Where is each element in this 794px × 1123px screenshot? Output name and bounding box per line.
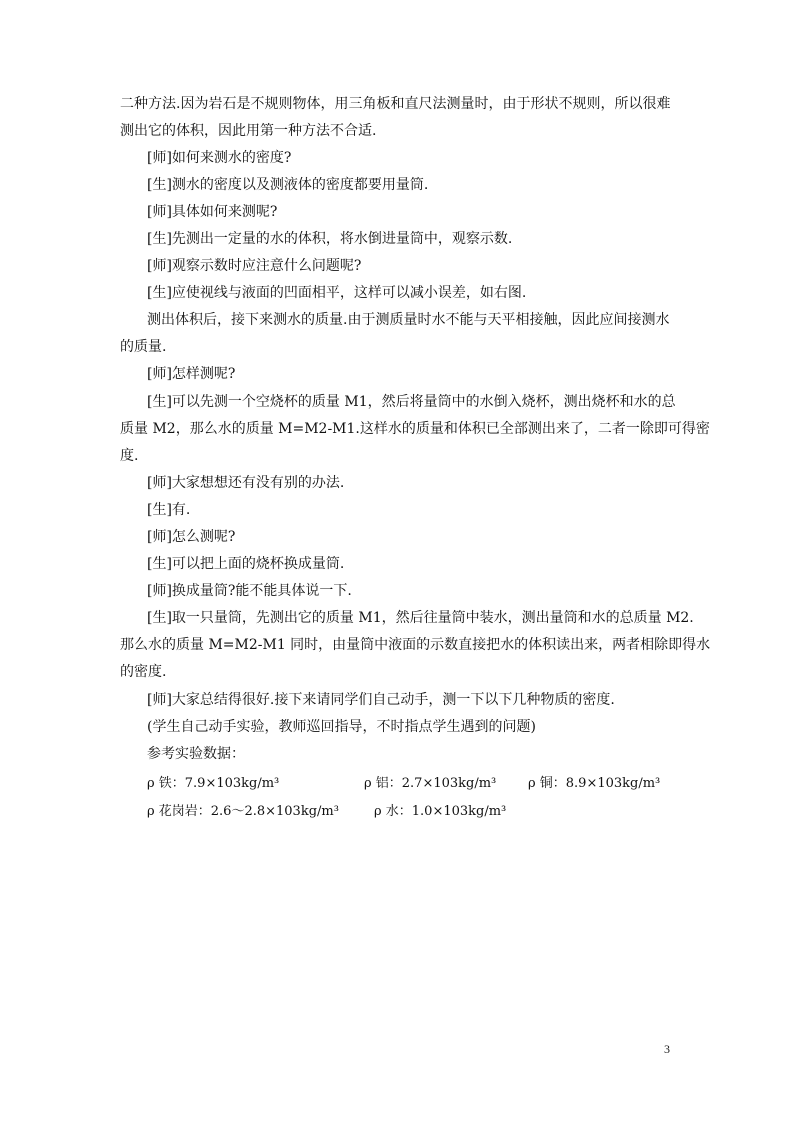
student-line: [生]测水的密度以及测液体的密度都要用量筒. bbox=[147, 177, 429, 193]
paragraph-line: 质量 M2，那么水的质量 M=M2-M1.这样水的质量和体积已全部测出来了，二者一除即可得密 bbox=[120, 421, 710, 437]
student-line: [生]取一只量筒，先测出它的质量 M1，然后往量筒中装水，测出量筒和水的总质量 M2. bbox=[147, 610, 694, 626]
density-copper: ρ 铜：8.9×103kg/m³ bbox=[528, 776, 661, 791]
paragraph-line: 测出它的体积，因此用第一种方法不合适. bbox=[120, 123, 377, 139]
paragraph-line: 的密度. bbox=[120, 664, 167, 680]
paragraph-line: (学生自己动手实验，教师巡回指导，不时指点学生遇到的问题) bbox=[147, 719, 536, 735]
teacher-line: [师]怎么测呢? bbox=[147, 529, 236, 545]
teacher-line: [师]大家总结得很好.接下来请同学们自己动手，测一下以下几种物质的密度. bbox=[147, 692, 615, 708]
paragraph-line: 度. bbox=[120, 448, 139, 464]
student-line: [生]可以把上面的烧杯换成量筒. bbox=[147, 556, 345, 572]
student-line: [生]有. bbox=[147, 502, 191, 518]
student-line: [生]可以先测一个空烧杯的质量 M1，然后将量筒中的水倒入烧杯，测出烧杯和水的总 bbox=[147, 394, 676, 410]
teacher-line: [师]怎样测呢? bbox=[147, 366, 236, 382]
student-line: [生]应使视线与液面的凹面相平，这样可以减小误差，如右图. bbox=[147, 285, 527, 301]
teacher-line: [师]如何来测水的密度? bbox=[147, 150, 292, 166]
paragraph-line: 的质量. bbox=[120, 339, 167, 355]
density-iron: ρ 铁：7.9×103kg/m³ bbox=[147, 776, 280, 791]
paragraph-line: 测出体积后，接下来测水的质量.由于测质量时水不能与天平相接触，因此应间接测水 bbox=[147, 312, 670, 328]
teacher-line: [师]大家想想还有没有别的办法. bbox=[147, 475, 345, 491]
teacher-line: [师]换成量筒?能不能具体说一下. bbox=[147, 583, 352, 599]
paragraph-line: 二种方法.因为岩石是不规则物体，用三角板和直尺法测量时，由于形状不规则，所以很难 bbox=[120, 96, 671, 112]
teacher-line: [师]观察示数时应注意什么问题呢? bbox=[147, 258, 362, 274]
density-aluminum: ρ 铝：2.7×103kg/m³ bbox=[364, 776, 497, 791]
student-line: [生]先测出一定量的水的体积，将水倒进量筒中，观察示数. bbox=[147, 231, 513, 247]
teacher-line: [师]具体如何来测呢? bbox=[147, 204, 278, 220]
page-number: 3 bbox=[664, 1042, 670, 1056]
density-water: ρ 水：1.0×103kg/m³ bbox=[374, 804, 507, 819]
density-granite: ρ 花岗岩：2.6～2.8×103kg/m³ bbox=[147, 804, 339, 819]
reference-data-heading: 参考实验数据： bbox=[147, 746, 245, 762]
paragraph-line: 那么水的质量 M=M2-M1 同时，由量筒中液面的示数直接把水的体积读出来，两者相除即得水 bbox=[120, 637, 711, 653]
